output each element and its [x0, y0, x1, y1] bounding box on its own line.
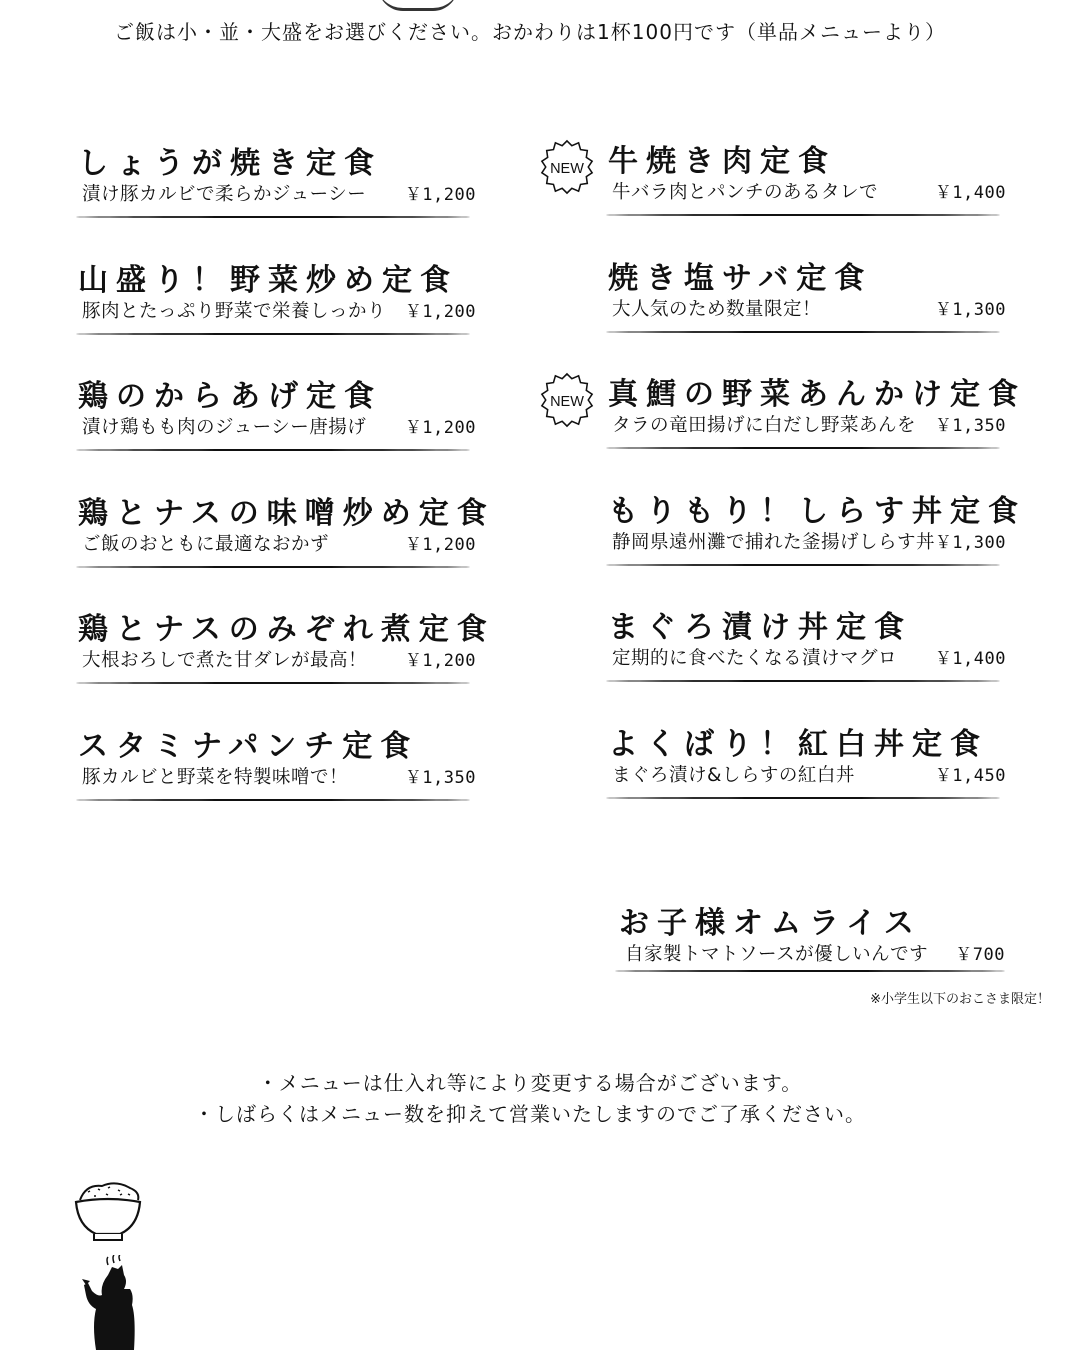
menu-item: [76, 138, 476, 255]
menu-item-divider: [76, 333, 470, 335]
menu-item: [550, 136, 1006, 253]
menu-item: [606, 602, 1006, 719]
menu-item-name: しょうが焼き定食: [78, 146, 382, 181]
menu-item-divider: [606, 447, 1000, 449]
menu-item-name: スタミナパンチ定食: [78, 728, 419, 764]
menu-item-price: ￥1,200: [404, 534, 476, 555]
new-badge-icon: [538, 138, 596, 196]
menu-item-description: 豚カルビと野菜を特製味噌で！: [82, 766, 349, 788]
menu-item-divider: [606, 331, 1000, 333]
menu-item-price: ￥1,400: [934, 183, 1006, 203]
menu-item-divider: [606, 214, 1000, 216]
menu-item: [606, 719, 1006, 836]
menu-item-divider: [76, 216, 470, 218]
menu-item-price: ￥1,200: [404, 418, 476, 439]
rice-note: ご飯は小・並・大盛をお選びください。おかわりは1杯100円です（単品メニューより）: [114, 20, 946, 44]
menu-item: [76, 488, 495, 605]
kids-item-price: ￥700: [955, 945, 1005, 965]
kids-item-name: お子様オムライス: [619, 906, 922, 941]
menu-item-divider: [606, 680, 1000, 682]
menu-item-divider: [606, 797, 1000, 799]
footer-note: ・メニューは仕入れ等により変更する場合がございます。: [257, 1071, 803, 1095]
menu-item-divider: [76, 799, 470, 801]
menu-item-divider: [76, 566, 470, 568]
menu-item-divider: [76, 449, 470, 451]
menu-item-name: 焼き塩サバ定食: [608, 260, 873, 296]
menu-item-description: 静岡県遠州灘で捕れた釜揚げしらす丼: [612, 531, 936, 553]
menu-item-description: ご飯のおともに最適なおかず: [82, 533, 330, 555]
menu-item: [76, 371, 476, 488]
footer-notes: [0, 1068, 1060, 1130]
menu-item-name: まぐろ漬け丼定食: [608, 610, 912, 646]
menu-item-description: 漬け鶏もも肉のジューシー唐揚げ: [82, 417, 367, 439]
menu-item: [76, 604, 495, 721]
kids-menu-item: [617, 898, 1005, 968]
menu-item-price: ￥1,450: [934, 765, 1006, 786]
menu-item-price: ￥1,350: [934, 416, 1006, 437]
menu-item-name: 牛焼き肉定食: [608, 144, 836, 179]
menu-item-name: 鶏のからあげ定食: [78, 379, 382, 415]
menu-item-description: 定期的に食べたくなる漬けマグロ: [612, 648, 898, 670]
menu-item-price: ￥1,300: [934, 299, 1006, 320]
menu-item-price: ￥1,200: [404, 301, 476, 322]
kids-item-description: 自家製トマトソースが優しいんです: [625, 944, 929, 965]
menu-item-name: 鶏とナスのみぞれ煮定食: [78, 612, 495, 648]
menu-item-name: 真鱈の野菜あんかけ定食: [608, 377, 1026, 413]
left-menu-column: [76, 138, 495, 838]
menu-item: [550, 369, 1026, 486]
menu-item-name: 山盛り！野菜炒め定食: [78, 262, 458, 298]
menu-item-divider: [76, 682, 470, 684]
new-badge-label: NEW: [550, 160, 584, 177]
cat-illustration-icon: [78, 1255, 140, 1350]
title-decoration: [378, 0, 458, 11]
menu-item: [606, 486, 1026, 603]
menu-item-name: 鶏とナスの味噌炒め定食: [78, 495, 495, 531]
menu-item: [76, 721, 476, 838]
menu-item-name: よくばり！紅白丼定食: [608, 726, 988, 762]
menu-item-description: 豚肉とたっぷり野菜で栄養しっかり: [82, 300, 387, 322]
menu-item-description: まぐろ漬け&しらすの紅白丼: [612, 764, 855, 786]
kids-note: ※小学生以下のおこさま限定！: [870, 992, 1050, 1007]
menu-item-description: 大人気のため数量限定！: [612, 298, 822, 320]
menu-item-description: タラの竜田揚げに白だし野菜あんを: [612, 415, 917, 437]
right-menu-column: [550, 136, 1026, 836]
menu-item-description: 漬け豚カルビで柔らかジューシー: [82, 184, 367, 205]
new-badge-label: NEW: [550, 393, 584, 410]
menu-item-price: ￥1,300: [934, 532, 1006, 553]
footer-note: ・しばらくはメニュー数を抑えて営業いたしますのでご了承ください。: [194, 1102, 866, 1126]
menu-item-price: ￥1,350: [404, 767, 476, 788]
rice-bowl-icon: [72, 1176, 144, 1246]
menu-item-price: ￥1,400: [934, 649, 1006, 670]
menu-item-price: ￥1,200: [404, 185, 476, 205]
menu-item: [76, 255, 476, 372]
menu-item-description: 牛バラ肉とパンチのあるタレで: [612, 182, 879, 203]
menu-item-name: もりもり！しらす丼定食: [608, 493, 1026, 529]
kids-item-divider: [615, 970, 1005, 972]
new-badge-icon: [538, 371, 596, 429]
menu-item: [606, 253, 1006, 370]
menu-item-description: 大根おろしで煮た甘ダレが最高！: [82, 650, 368, 672]
menu-item-price: ￥1,200: [404, 651, 476, 672]
menu-item-divider: [606, 564, 1000, 566]
